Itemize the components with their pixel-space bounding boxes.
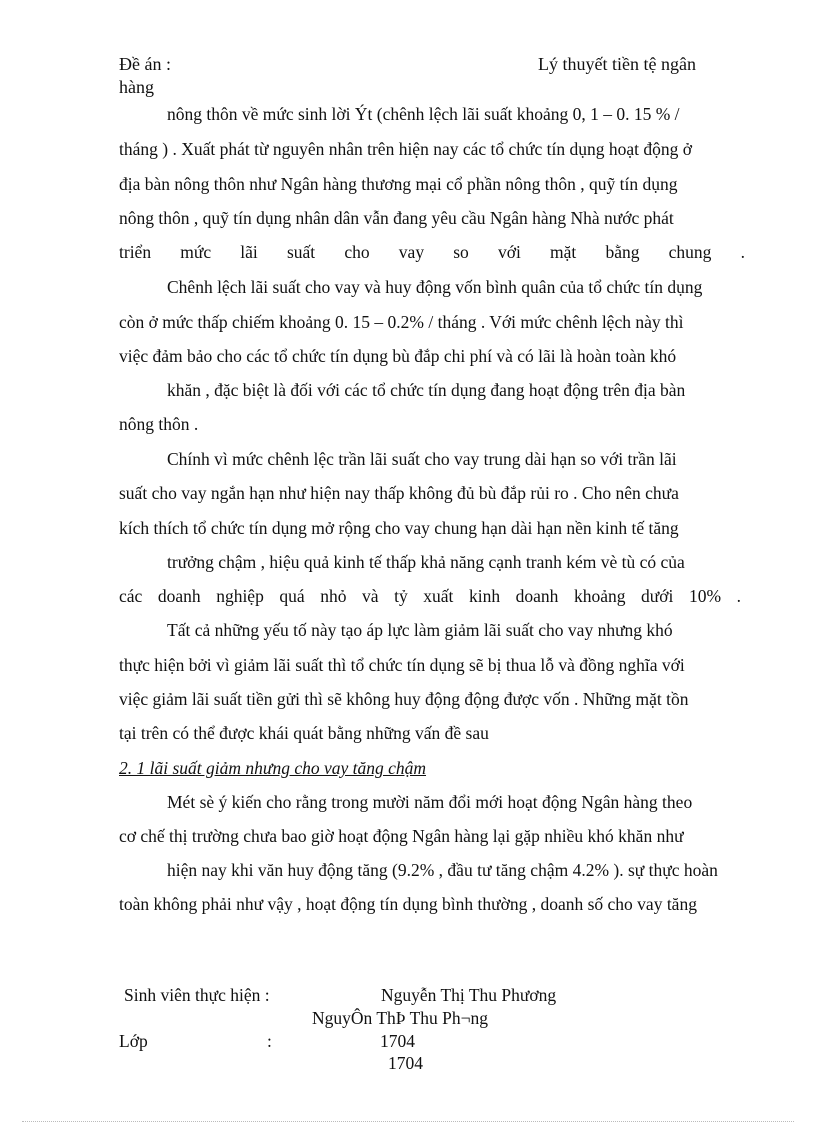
body-line: thực hiện bởi vì giảm lãi suất thì tổ chức tín dụng sẽ bị thua lỗ và đồng nghĩa với <box>119 655 685 675</box>
section-line: Mét sè ý kiến cho rằng trong mười năm đổi mới hoạt động Ngân hàng theo <box>167 792 693 812</box>
body-line: kích thích tổ chức tín dụng mở rộng cho vay chung hạn dài hạn nền kinh tế tăng <box>119 518 679 538</box>
body-line: khăn , đặc biệt là đối với các tổ chức tín dụng đang hoạt động trên địa bàn <box>167 380 686 400</box>
body-line: nông thôn về mức sinh lời Ýt (chênh lệch lãi suất khoảng 0, 1 – 0. 15 % / <box>167 104 680 124</box>
body-line: địa bàn nông thôn như Ngân hàng thương mại cổ phần nông thôn , quỹ tín dụng <box>119 174 678 194</box>
body-line: còn ở mức thấp chiếm khoảng 0. 15 – 0.2% / tháng . Với mức chênh lệch này thì <box>119 312 684 332</box>
class-value: 1704 <box>380 1031 415 1051</box>
body-line: trưởng chậm , hiệu quả kinh tế thấp khả năng cạnh tranh kém vè tù có của <box>167 552 685 572</box>
body-line: các doanh nghiệp quá nhỏ và tỷ xuất kinh doanh khoảng dưới 10% . <box>119 586 741 606</box>
header-wrap: hàng <box>119 77 154 97</box>
page-bottom-rule <box>22 1121 794 1122</box>
section-line: toàn không phải như vậy , hoạt động tín dụng bình thường , doanh số cho vay tăng <box>119 894 697 914</box>
body-line: tại trên có thể được khái quát bằng những vấn đề sau <box>119 723 489 743</box>
body-line: việc đảm bảo cho các tổ chức tín dụng bù đắp chi phí và có lãi là hoàn toàn khó <box>119 346 677 366</box>
section-line: cơ chế thị trường chưa bao giờ hoạt động Ngân hàng lại gặp nhiều khó khăn như <box>119 826 684 846</box>
student-name: Nguyễn Thị Thu Phương <box>381 985 557 1005</box>
header-right: Lý thuyết tiền tệ ngân <box>538 54 696 74</box>
body-line: nông thôn , quỹ tín dụng nhân dân vẫn đang yêu cầu Ngân hàng Nhà nước phát <box>119 208 674 228</box>
body-line: Chênh lệch lãi suất cho vay và huy động vốn bình quân của tổ chức tín dụng <box>167 277 703 297</box>
body-line: suất cho vay ngắn hạn như hiện nay thấp không đủ bù đắp rủi ro . Cho nên chưa <box>119 483 679 503</box>
body-line: tháng ) . Xuất phát từ nguyên nhân trên hiện nay các tổ chức tín dụng hoạt động ở <box>119 139 693 159</box>
body-line: việc giảm lãi suất tiền gửi thì sẽ không huy động động được vốn . Những mặt tồn <box>119 689 689 709</box>
body-line: Tất cả những yếu tố này tạo áp lực làm giảm lãi suất cho vay nhưng khó <box>167 620 673 640</box>
class-colon: : <box>267 1031 272 1051</box>
class-value-dup: 1704 <box>388 1053 423 1073</box>
class-label: Lớp <box>119 1031 148 1051</box>
header-left: Đề án : <box>119 54 171 74</box>
body-line: Chính vì mức chênh lệc trần lãi suất cho vay trung dài hạn so với trần lãi <box>167 449 677 469</box>
section-line: hiện nay khi văn huy động tăng (9.2% , đầu tư tăng chậm 4.2% ). sự thực hoàn <box>167 860 718 880</box>
student-name-garbled: NguyÔn ThÞ Thu Ph¬ng <box>312 1008 488 1028</box>
body-line: nông thôn . <box>119 414 199 434</box>
student-label: Sinh viên thực hiện : <box>124 985 270 1005</box>
section-heading: 2. 1 lãi suất giảm nhưng cho vay tăng chậm <box>119 758 427 778</box>
body-line: triển mức lãi suất cho vay so với mặt bằng chung . <box>119 242 745 262</box>
